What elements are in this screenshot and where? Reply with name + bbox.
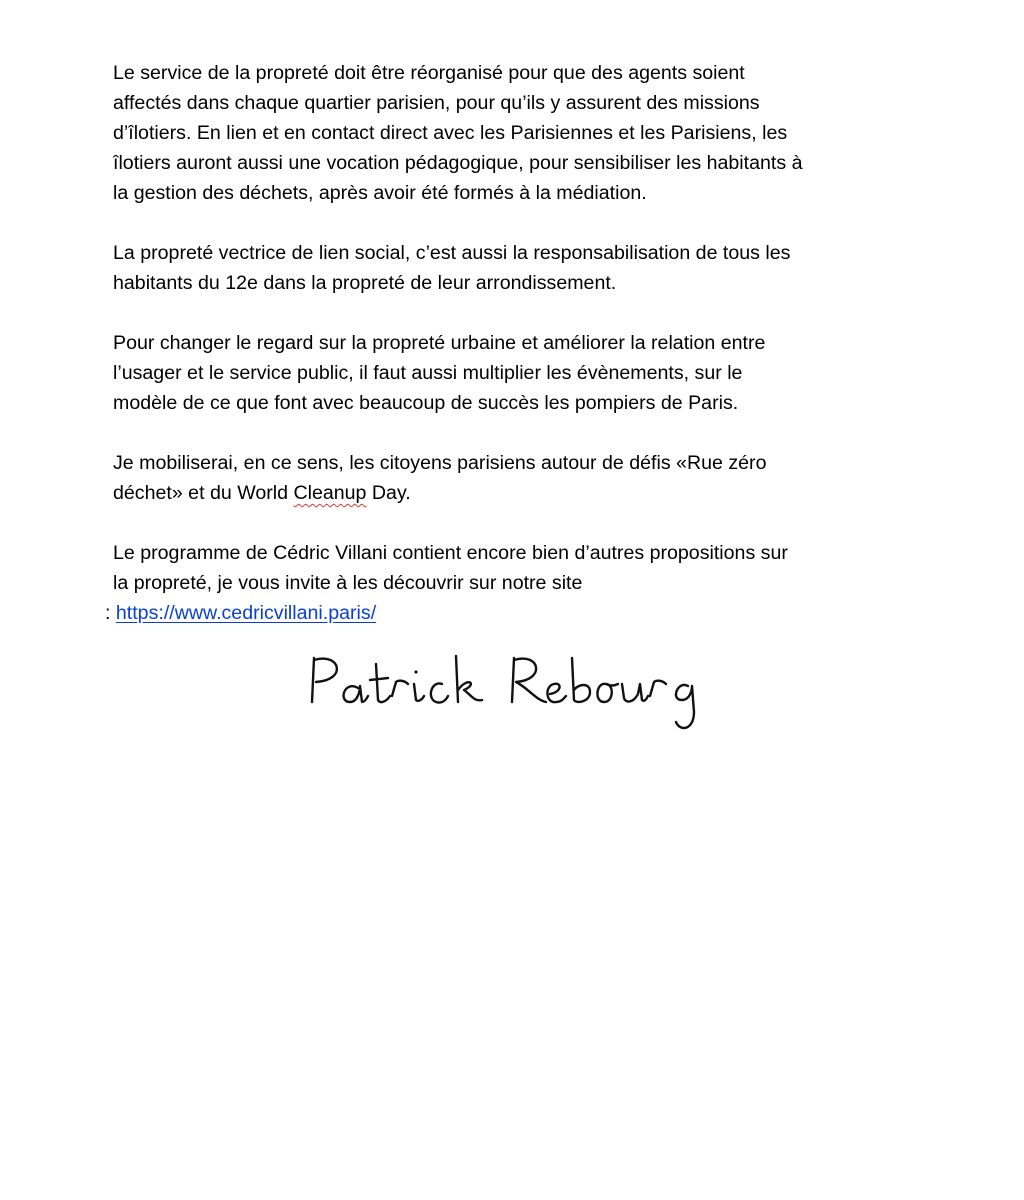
paragraph-line — [105, 598, 913, 628]
paragraph-line: La propreté vectrice de lien social, c’est aussi la responsabilisation de tous les — [113, 242, 791, 264]
paragraph-line: modèle de ce que font avec beaucoup de succès les pompiers de Paris. — [113, 392, 739, 414]
paragraph-line: îlotiers auront aussi une vocation pédagogique, pour sensibiliser les habitants à — [113, 152, 803, 174]
paragraph-2 — [113, 238, 913, 298]
paragraph-line: la propreté, je vous invite à les découvrir sur notre site — [113, 572, 583, 594]
signature-drawing — [300, 650, 730, 740]
paragraph-line: affectés dans chaque quartier parisien, pour qu’ils y assurent des missions — [113, 92, 760, 114]
paragraph-5 — [105, 538, 913, 628]
paragraph-1 — [113, 58, 913, 208]
paragraph-line: d’îlotiers. En lien et en contact direct avec les Parisiennes et les Parisiens, les — [113, 122, 788, 144]
paragraph-line: la gestion des déchets, après avoir été formés à la médiation. — [113, 182, 647, 204]
text-run: déchet» et du World — [113, 482, 294, 504]
paragraph-line: Je mobiliserai, en ce sens, les citoyens parisiens autour de défis «Rue zéro — [113, 452, 767, 474]
paragraph-4 — [113, 448, 913, 508]
paragraph-line: Pour changer le regard sur la propreté urbaine et améliorer la relation entre — [113, 332, 766, 354]
paragraph-line: Le service de la propreté doit être réorganisé pour que des agents soient — [113, 62, 745, 84]
text-run: Day. — [366, 482, 411, 504]
paragraph-3 — [113, 328, 913, 418]
document-body — [105, 58, 913, 658]
spellcheck-flagged-word[interactable]: Cleanup — [293, 482, 367, 504]
link-prefix: : — [105, 602, 116, 624]
paragraph-line: l’usager et le service public, il faut aussi multiplier les évènements, sur le — [113, 362, 743, 384]
paragraph-line — [113, 478, 913, 508]
paragraph-line: Le programme de Cédric Villani contient encore bien d’autres propositions sur — [113, 542, 788, 564]
paragraph-line: habitants du 12e dans la propreté de leur arrondissement. — [113, 272, 617, 294]
website-link[interactable]: https://www.cedricvillani.paris/ — [115, 602, 377, 624]
handwritten-signature — [300, 650, 730, 740]
